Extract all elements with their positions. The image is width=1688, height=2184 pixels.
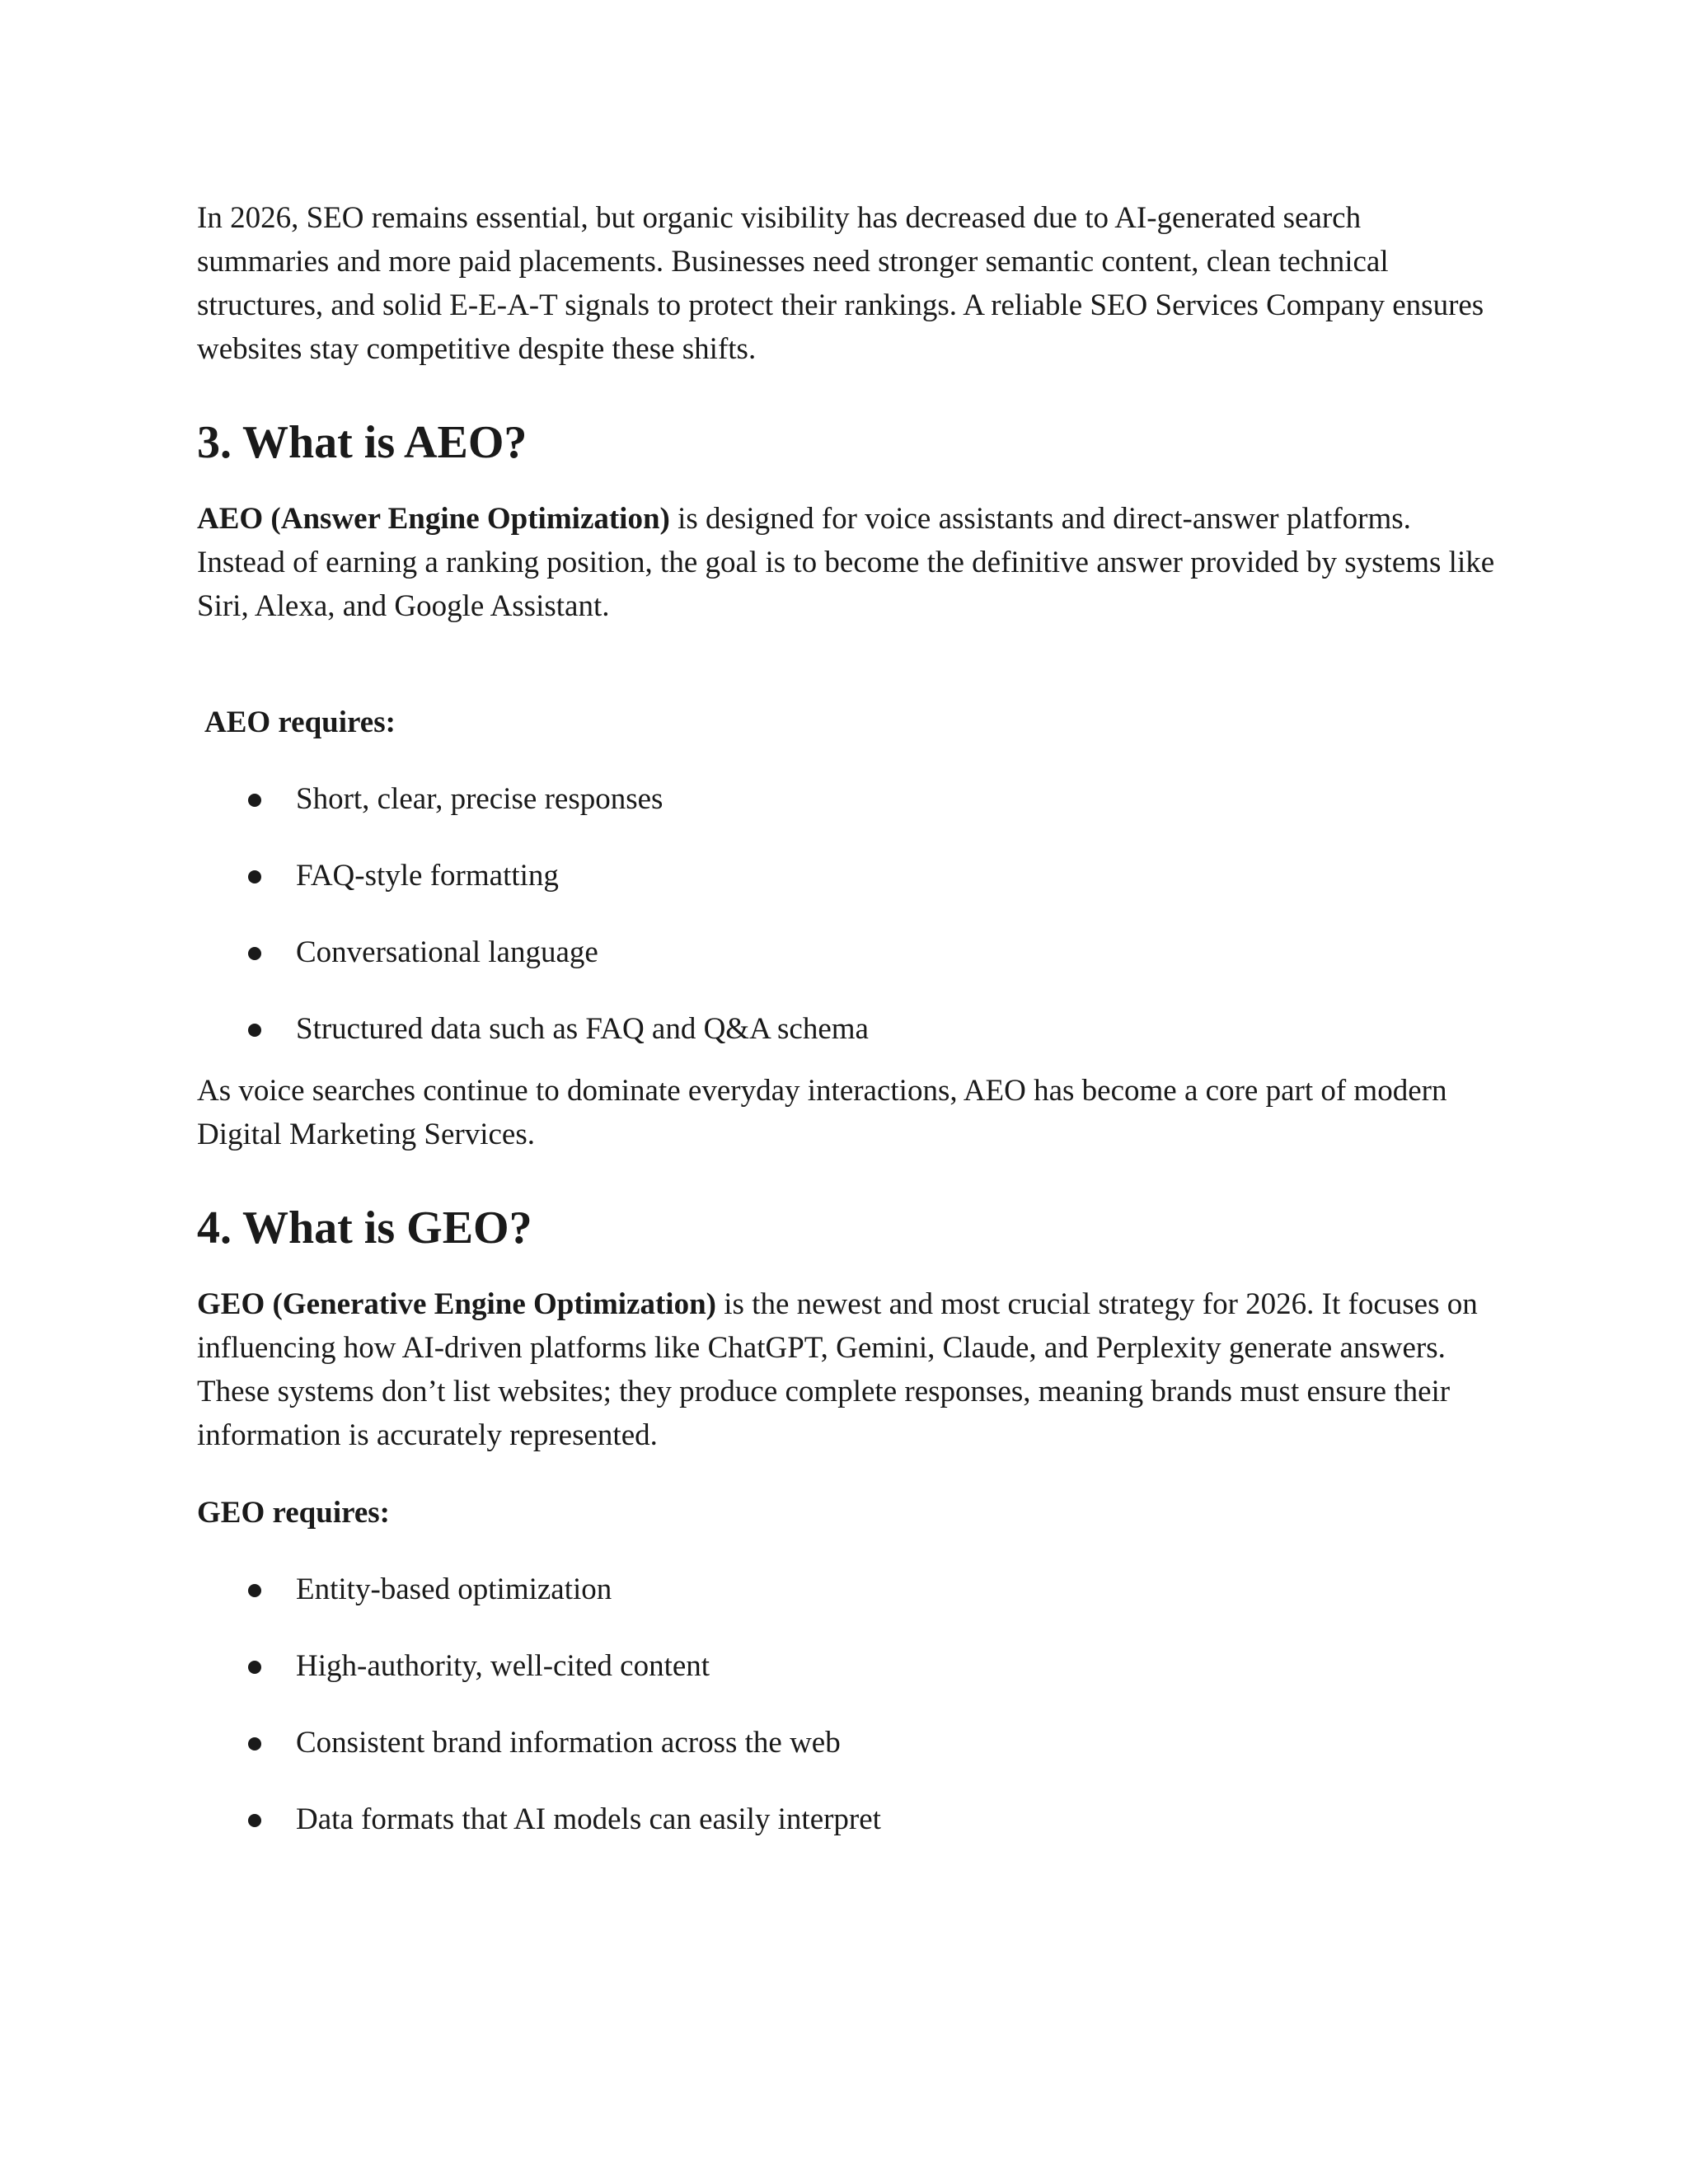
- list-item-text: Entity-based optimization: [296, 1572, 612, 1606]
- list-item-text: Structured data such as FAQ and Q&A schema: [296, 1012, 869, 1046]
- aeo-definition-term: AEO (Answer Engine Optimization): [197, 502, 670, 536]
- list-item-text: FAQ-style formatting: [296, 859, 559, 893]
- list-item: [197, 1568, 1499, 1611]
- bullet-icon: [248, 870, 261, 883]
- list-item-text: Short, clear, precise responses: [296, 782, 663, 816]
- bullet-icon: [248, 1584, 261, 1597]
- geo-definition-paragraph: [197, 1282, 1499, 1457]
- list-item-text: Data formats that AI models can easily interpret: [296, 1802, 881, 1836]
- geo-definition-term: GEO (Generative Engine Optimization): [197, 1287, 716, 1321]
- geo-definition-text: is the newest and most crucial strategy for 2026. It focuses on influencing how AI-driven platforms like ChatGPT, Gemini, Claude, and Perplexity generate answers. These systems don’t list websites; they produce complete responses, meaning brands must ensure their information is accurately represented.: [197, 1287, 1478, 1452]
- list-item: [197, 1721, 1499, 1765]
- aeo-requires-label: AEO requires:: [204, 705, 396, 739]
- bullet-icon: [248, 1814, 261, 1827]
- aeo-heading: 3. What is AEO?: [197, 417, 528, 468]
- bullet-icon: [248, 947, 261, 960]
- list-item: [197, 1797, 1499, 1841]
- list-item: [197, 1007, 1499, 1051]
- bullet-icon: [248, 1024, 261, 1037]
- list-item-text: Consistent brand information across the web: [296, 1726, 841, 1760]
- bullet-icon: [248, 1661, 261, 1674]
- geo-heading: 4. What is GEO?: [197, 1202, 532, 1254]
- aeo-requirements-list: [197, 777, 1499, 1051]
- list-item-text: High-authority, well-cited content: [296, 1649, 710, 1683]
- list-item: [197, 854, 1499, 898]
- bullet-icon: [248, 1737, 261, 1750]
- bullet-icon: [248, 794, 261, 807]
- geo-requires-label: GEO requires:: [197, 1496, 390, 1530]
- list-item-text: Conversational language: [296, 935, 598, 969]
- list-item: [197, 1644, 1499, 1688]
- geo-requirements-list: [197, 1568, 1499, 1841]
- aeo-definition-paragraph: [197, 497, 1499, 628]
- aeo-closing-paragraph: As voice searches continue to dominate everyday interactions, AEO has become a core part of modern Digital Marketing Services.: [197, 1074, 1447, 1151]
- aeo-definition-text: is designed for voice assistants and direct-answer platforms. Instead of earning a ranking position, the goal is to become the definitive answer provided by systems like Siri, Alexa, and Google Assistant.: [197, 502, 1495, 623]
- document-page: [197, 196, 1499, 1841]
- list-item: [197, 930, 1499, 974]
- list-item: [197, 777, 1499, 821]
- intro-paragraph: In 2026, SEO remains essential, but organic visibility has decreased due to AI-generated search summaries and more paid placements. Businesses need stronger semantic content, clean technical structures, and solid E-E-A-T signals to protect their rankings. A reliable SEO Services Company ensures websites stay competitive despite these shifts.: [197, 201, 1484, 366]
